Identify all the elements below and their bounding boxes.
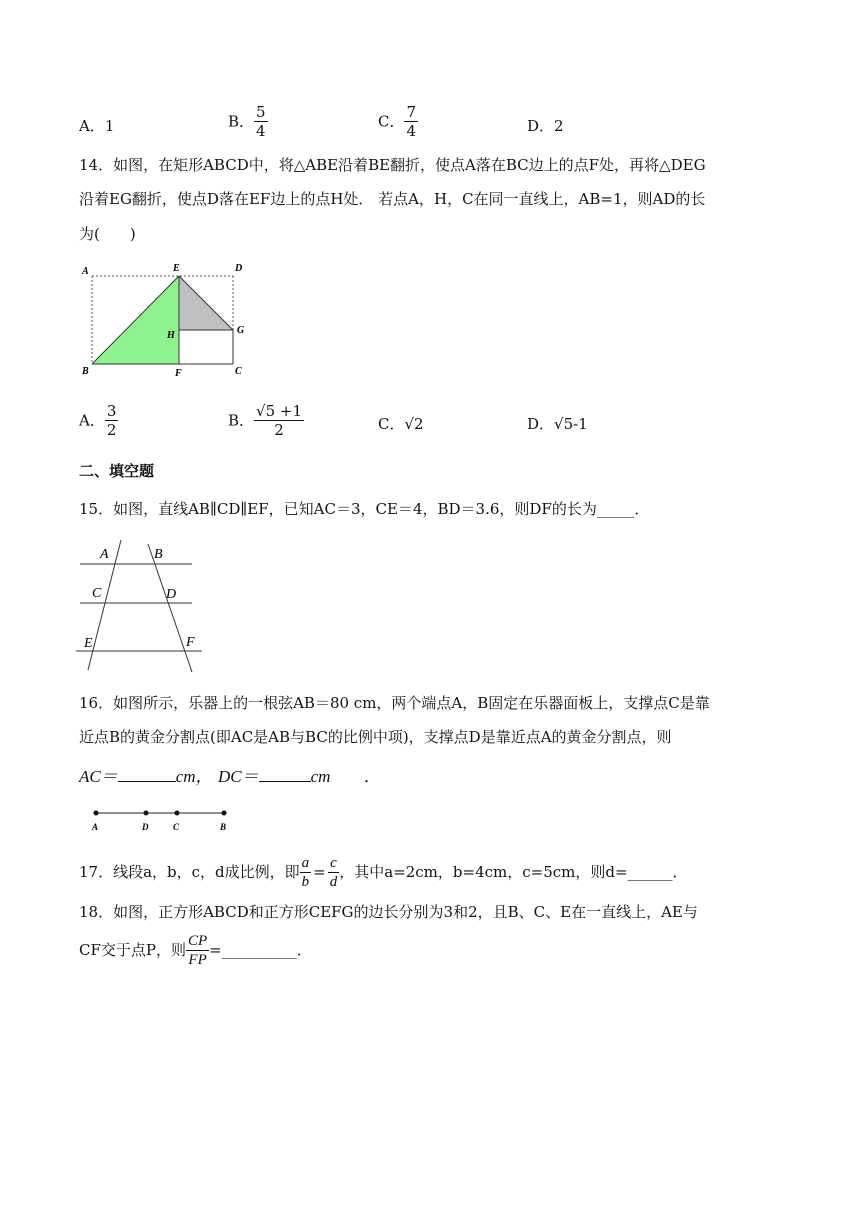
label-a: A bbox=[92, 822, 99, 832]
frac-den: 4 bbox=[406, 122, 417, 140]
q17-pre: 17．线段a，b，c，d成比例，即 bbox=[79, 863, 300, 881]
q14-line3: 为( ) bbox=[79, 225, 136, 243]
q17-fraction-cd bbox=[328, 854, 340, 891]
frac-den: b bbox=[301, 873, 310, 890]
q14-option-d-value: √5-1 bbox=[554, 415, 588, 433]
q13-option-b-fraction bbox=[254, 103, 268, 140]
q18-line1: 18．如图，正方形ABCD和正方形CEFG的边长分别为3和2，且B、C、E在一直线上，AE与 bbox=[79, 903, 698, 921]
frac-den: 2 bbox=[106, 421, 117, 439]
label-b: B bbox=[82, 366, 89, 377]
q14-option-c-label: C． bbox=[378, 415, 405, 433]
q14-option-c bbox=[378, 414, 424, 434]
label-f: F bbox=[186, 635, 195, 650]
q14-line1: 14．如图，在矩形ABCD中，将△ABE沿着BE翻折，使点A落在BC边上的点F处，再将△DEG bbox=[79, 156, 706, 174]
q14-line2: 沿着EG翻折，使点D落在EF边上的点H处． 若点A，H，C在同一直线上，AB=1，则AD的长 bbox=[79, 190, 706, 208]
q13-option-b-label: B． bbox=[228, 112, 255, 131]
period: ． bbox=[363, 767, 381, 787]
frac-num: c bbox=[330, 854, 337, 871]
label-e: E bbox=[173, 263, 180, 274]
q15-figure bbox=[74, 540, 209, 675]
dc-blank bbox=[259, 767, 311, 782]
q14-figure bbox=[78, 260, 253, 380]
q13-option-d: D．2 bbox=[527, 117, 564, 135]
frac-num: a bbox=[301, 854, 310, 871]
label-c: C bbox=[235, 366, 242, 377]
label-g: G bbox=[237, 325, 245, 336]
q17-line bbox=[79, 851, 688, 892]
equals: = bbox=[313, 863, 326, 881]
q18-pre: CF交于点P，则 bbox=[79, 941, 186, 959]
frac-num: √5 +1 bbox=[256, 402, 303, 420]
q18-line2 bbox=[79, 929, 312, 970]
q15-text: 15．如图，直线AB∥CD∥EF，已知AC＝3，CE＝4，BD＝3.6，则DF的长为_____． bbox=[79, 500, 650, 518]
point-b bbox=[222, 811, 227, 816]
q18-fraction bbox=[186, 932, 209, 969]
q13-option-c-label: C． bbox=[378, 112, 405, 131]
ac-blank bbox=[118, 767, 176, 782]
q17-post: ，其中a=2cm，b=4cm，c=5cm，则d=______． bbox=[339, 863, 688, 881]
q13-option-c bbox=[378, 103, 418, 140]
q16-figure bbox=[86, 806, 236, 834]
q14-option-d-label: D． bbox=[527, 415, 555, 433]
transversal-right bbox=[148, 544, 192, 672]
frac-den: 2 bbox=[274, 421, 284, 439]
q14-option-c-value: √2 bbox=[404, 415, 424, 433]
cm-unit: cm bbox=[310, 767, 331, 786]
point-c bbox=[175, 811, 180, 816]
label-h: H bbox=[167, 330, 175, 341]
label-a: A bbox=[100, 547, 109, 562]
point-d bbox=[144, 811, 149, 816]
q16-line1: 16．如图所示，乐器上的一根弦AB＝80 cm，两个端点A，B固定在乐器面板上，支撑点C是靠 bbox=[79, 694, 710, 712]
frac-num: 5 bbox=[256, 103, 266, 121]
label-b: B bbox=[220, 822, 227, 832]
label-d: D bbox=[235, 263, 243, 274]
frac-num: 7 bbox=[406, 103, 417, 121]
q14-option-a-label: A． bbox=[79, 411, 105, 430]
cm-unit: cm， bbox=[175, 767, 213, 786]
label-f: F bbox=[175, 368, 182, 379]
q17-fraction-ab bbox=[300, 854, 312, 891]
q13-option-a: A．1 bbox=[79, 117, 115, 135]
frac-den: d bbox=[329, 873, 338, 890]
frac-num: 3 bbox=[106, 402, 117, 420]
q14-option-b-fraction bbox=[254, 402, 304, 439]
q14-option-d bbox=[527, 414, 588, 434]
label-c: C bbox=[92, 586, 102, 601]
label-d: D bbox=[166, 587, 177, 602]
q13-option-c-fraction bbox=[404, 103, 418, 140]
q18-post: =__________． bbox=[209, 941, 312, 959]
section-heading: 二、填空题 bbox=[79, 462, 155, 480]
q13-option-b bbox=[228, 103, 268, 140]
label-e: E bbox=[84, 636, 93, 651]
frac-den: 4 bbox=[256, 122, 266, 140]
point-a bbox=[94, 811, 99, 816]
q16-line2: 近点B的黄金分割点(即AC是AB与BC的比例中项)，支撑点D是靠近点A的黄金分割点，则 bbox=[79, 728, 672, 746]
ac-label: AC＝ bbox=[79, 767, 118, 786]
label-a: A bbox=[82, 266, 89, 277]
q14-option-a-fraction bbox=[105, 402, 119, 439]
q16-line3 bbox=[79, 767, 381, 787]
q14-option-a bbox=[79, 402, 118, 439]
label-c: C bbox=[173, 822, 180, 832]
label-d: D bbox=[142, 822, 149, 832]
q14-option-b-label: B． bbox=[228, 411, 255, 430]
label-b: B bbox=[154, 547, 163, 562]
dc-label: DC＝ bbox=[217, 767, 259, 786]
q14-option-b bbox=[228, 402, 304, 439]
frac-num: CP bbox=[187, 932, 208, 949]
frac-den: FP bbox=[188, 951, 207, 968]
